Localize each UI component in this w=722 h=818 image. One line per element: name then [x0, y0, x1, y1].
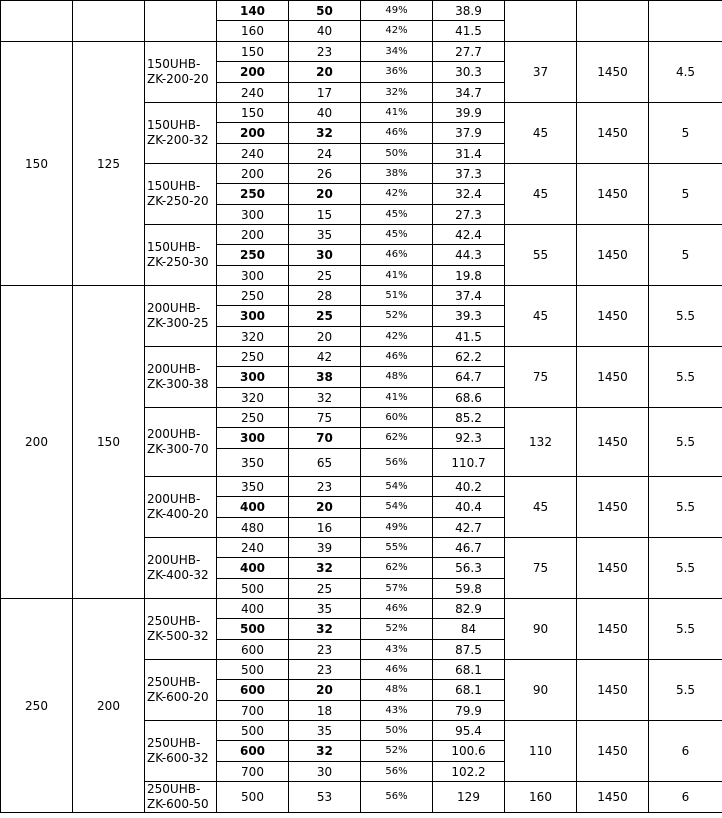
npsh-cell: 46.7: [433, 538, 505, 558]
model-name-line1: 200UHB-: [147, 427, 201, 441]
model-cell: [145, 1, 217, 42]
speed-cell: 1450: [577, 103, 649, 164]
motor-power-cell: 90: [505, 599, 577, 660]
flow-cell: 500: [217, 579, 289, 599]
speed-cell: 1450: [577, 42, 649, 103]
flow-cell: 250: [217, 184, 289, 205]
npsh-cell: 39.9: [433, 103, 505, 123]
motor-power-cell: [505, 1, 577, 42]
speed-cell: 1450: [577, 599, 649, 660]
weight-cell: 5.5: [649, 347, 722, 408]
model-name-line1: 250UHB-: [147, 736, 201, 750]
npsh-cell: 82.9: [433, 599, 505, 619]
efficiency-cell: 42%: [361, 184, 433, 205]
efficiency-cell: 45%: [361, 225, 433, 245]
flow-cell: 300: [217, 266, 289, 286]
flow-cell: 480: [217, 518, 289, 538]
efficiency-cell: 51%: [361, 286, 433, 306]
efficiency-cell: 42%: [361, 21, 433, 42]
head-cell: 30: [289, 245, 361, 266]
motor-power-cell: 110: [505, 721, 577, 782]
flow-cell: 250: [217, 245, 289, 266]
npsh-cell: 41.5: [433, 327, 505, 347]
head-cell: 38: [289, 367, 361, 388]
flow-cell: 250: [217, 408, 289, 428]
model-name-line2: ZK-200-20: [147, 72, 209, 86]
efficiency-cell: 57%: [361, 579, 433, 599]
head-cell: 32: [289, 741, 361, 762]
motor-power-cell: 90: [505, 660, 577, 721]
weight-cell: 5.5: [649, 538, 722, 599]
efficiency-cell: 32%: [361, 83, 433, 103]
efficiency-cell: 34%: [361, 42, 433, 62]
flow-cell: 350: [217, 449, 289, 477]
head-cell: 25: [289, 266, 361, 286]
model-name-line2: ZK-600-50: [147, 797, 209, 811]
model-name-line2: ZK-600-32: [147, 751, 209, 765]
head-cell: 23: [289, 477, 361, 497]
npsh-cell: 40.2: [433, 477, 505, 497]
head-cell: 40: [289, 21, 361, 42]
npsh-cell: 95.4: [433, 721, 505, 741]
npsh-cell: 27.7: [433, 42, 505, 62]
model-cell: [145, 225, 217, 286]
npsh-cell: 41.5: [433, 21, 505, 42]
efficiency-cell: 46%: [361, 123, 433, 144]
efficiency-cell: 50%: [361, 721, 433, 741]
weight-cell: 5: [649, 164, 722, 225]
efficiency-cell: 56%: [361, 782, 433, 813]
efficiency-cell: 46%: [361, 660, 433, 680]
model-cell: [145, 286, 217, 347]
speed-cell: 1450: [577, 538, 649, 599]
efficiency-cell: 52%: [361, 741, 433, 762]
efficiency-cell: 45%: [361, 205, 433, 225]
motor-power-cell: 45: [505, 286, 577, 347]
efficiency-cell: 43%: [361, 701, 433, 721]
head-cell: 25: [289, 579, 361, 599]
inlet-diameter-cell: 250: [1, 599, 73, 813]
weight-cell: 5.5: [649, 477, 722, 538]
efficiency-cell: 43%: [361, 640, 433, 660]
speed-cell: 1450: [577, 347, 649, 408]
flow-cell: 500: [217, 721, 289, 741]
head-cell: 65: [289, 449, 361, 477]
model-name-line1: 150UHB-: [147, 57, 201, 71]
speed-cell: 1450: [577, 408, 649, 477]
weight-cell: 5.5: [649, 599, 722, 660]
npsh-cell: 31.4: [433, 144, 505, 164]
efficiency-cell: 52%: [361, 619, 433, 640]
model-name-line2: ZK-600-20: [147, 690, 209, 704]
motor-power-cell: 55: [505, 225, 577, 286]
head-cell: 23: [289, 640, 361, 660]
speed-cell: 1450: [577, 286, 649, 347]
flow-cell: 300: [217, 367, 289, 388]
motor-power-cell: 160: [505, 782, 577, 813]
flow-cell: 320: [217, 327, 289, 347]
efficiency-cell: 41%: [361, 103, 433, 123]
efficiency-cell: 62%: [361, 558, 433, 579]
npsh-cell: 68.6: [433, 388, 505, 408]
efficiency-cell: 49%: [361, 1, 433, 21]
efficiency-cell: 41%: [361, 388, 433, 408]
efficiency-cell: 46%: [361, 347, 433, 367]
flow-cell: 300: [217, 205, 289, 225]
speed-cell: 1450: [577, 477, 649, 538]
efficiency-cell: 48%: [361, 680, 433, 701]
head-cell: 32: [289, 619, 361, 640]
flow-cell: 500: [217, 782, 289, 813]
flow-cell: 160: [217, 21, 289, 42]
flow-cell: 300: [217, 306, 289, 327]
head-cell: 23: [289, 42, 361, 62]
model-name-line2: ZK-400-32: [147, 568, 209, 582]
npsh-cell: 56.3: [433, 558, 505, 579]
head-cell: 35: [289, 599, 361, 619]
weight-cell: 5.5: [649, 408, 722, 477]
head-cell: 20: [289, 680, 361, 701]
efficiency-cell: 62%: [361, 428, 433, 449]
model-name-line2: ZK-200-32: [147, 133, 209, 147]
motor-power-cell: 45: [505, 477, 577, 538]
npsh-cell: 42.4: [433, 225, 505, 245]
flow-cell: 600: [217, 741, 289, 762]
head-cell: 53: [289, 782, 361, 813]
head-cell: 39: [289, 538, 361, 558]
flow-cell: 200: [217, 164, 289, 184]
head-cell: 23: [289, 660, 361, 680]
weight-cell: 6: [649, 721, 722, 782]
npsh-cell: 19.8: [433, 266, 505, 286]
flow-cell: 400: [217, 497, 289, 518]
model-name-line1: 250UHB-: [147, 782, 201, 796]
flow-cell: 320: [217, 388, 289, 408]
head-cell: 28: [289, 286, 361, 306]
model-cell: [145, 347, 217, 408]
inlet-diameter-cell: [1, 1, 73, 42]
flow-cell: 240: [217, 144, 289, 164]
model-name-line1: 150UHB-: [147, 179, 201, 193]
weight-cell: [649, 1, 722, 42]
flow-cell: 400: [217, 599, 289, 619]
speed-cell: 1450: [577, 782, 649, 813]
npsh-cell: 59.8: [433, 579, 505, 599]
head-cell: 20: [289, 327, 361, 347]
head-cell: 16: [289, 518, 361, 538]
model-name-line2: ZK-500-32: [147, 629, 209, 643]
model-name-line2: ZK-300-25: [147, 316, 209, 330]
npsh-cell: 129: [433, 782, 505, 813]
npsh-cell: 40.4: [433, 497, 505, 518]
npsh-cell: 68.1: [433, 660, 505, 680]
outlet-diameter-cell: 200: [73, 599, 145, 813]
efficiency-cell: 36%: [361, 62, 433, 83]
flow-cell: 240: [217, 538, 289, 558]
model-cell: [145, 721, 217, 782]
head-cell: 32: [289, 388, 361, 408]
inlet-diameter-cell: 150: [1, 42, 73, 286]
npsh-cell: 39.3: [433, 306, 505, 327]
npsh-cell: 44.3: [433, 245, 505, 266]
model-cell: [145, 660, 217, 721]
npsh-cell: 102.2: [433, 762, 505, 782]
flow-cell: 150: [217, 103, 289, 123]
outlet-diameter-cell: [73, 1, 145, 42]
efficiency-cell: 42%: [361, 327, 433, 347]
outlet-diameter-cell: 125: [73, 42, 145, 286]
flow-cell: 600: [217, 680, 289, 701]
flow-cell: 700: [217, 762, 289, 782]
model-name-line1: 250UHB-: [147, 675, 201, 689]
flow-cell: 240: [217, 83, 289, 103]
head-cell: 42: [289, 347, 361, 367]
efficiency-cell: 48%: [361, 367, 433, 388]
efficiency-cell: 56%: [361, 449, 433, 477]
motor-power-cell: 132: [505, 408, 577, 477]
head-cell: 30: [289, 762, 361, 782]
model-cell: [145, 42, 217, 103]
npsh-cell: 34.7: [433, 83, 505, 103]
model-cell: [145, 599, 217, 660]
efficiency-cell: 50%: [361, 144, 433, 164]
head-cell: 20: [289, 62, 361, 83]
npsh-cell: 110.7: [433, 449, 505, 477]
efficiency-cell: 54%: [361, 497, 433, 518]
model-name-line2: ZK-300-70: [147, 442, 209, 456]
table-row: [1, 1, 722, 21]
efficiency-cell: 38%: [361, 164, 433, 184]
efficiency-cell: 60%: [361, 408, 433, 428]
model-name-line2: ZK-300-38: [147, 377, 209, 391]
table-row: [1, 286, 722, 306]
model-name-line1: 200UHB-: [147, 362, 201, 376]
flow-cell: 200: [217, 225, 289, 245]
model-cell: [145, 782, 217, 813]
efficiency-cell: 55%: [361, 538, 433, 558]
flow-cell: 700: [217, 701, 289, 721]
head-cell: 40: [289, 103, 361, 123]
head-cell: 20: [289, 497, 361, 518]
flow-cell: 140: [217, 1, 289, 21]
speed-cell: 1450: [577, 721, 649, 782]
motor-power-cell: 37: [505, 42, 577, 103]
head-cell: 18: [289, 701, 361, 721]
npsh-cell: 68.1: [433, 680, 505, 701]
flow-cell: 200: [217, 123, 289, 144]
model-name-line2: ZK-400-20: [147, 507, 209, 521]
speed-cell: 1450: [577, 660, 649, 721]
motor-power-cell: 45: [505, 103, 577, 164]
model-cell: [145, 538, 217, 599]
efficiency-cell: 56%: [361, 762, 433, 782]
weight-cell: 5: [649, 225, 722, 286]
flow-cell: 250: [217, 347, 289, 367]
npsh-cell: 38.9: [433, 1, 505, 21]
speed-cell: 1450: [577, 225, 649, 286]
flow-cell: 150: [217, 42, 289, 62]
npsh-cell: 84: [433, 619, 505, 640]
head-cell: 70: [289, 428, 361, 449]
head-cell: 35: [289, 225, 361, 245]
npsh-cell: 30.3: [433, 62, 505, 83]
head-cell: 25: [289, 306, 361, 327]
npsh-cell: 85.2: [433, 408, 505, 428]
flow-cell: 600: [217, 640, 289, 660]
model-cell: [145, 477, 217, 538]
npsh-cell: 37.3: [433, 164, 505, 184]
efficiency-cell: 49%: [361, 518, 433, 538]
head-cell: 32: [289, 123, 361, 144]
efficiency-cell: 46%: [361, 245, 433, 266]
efficiency-cell: 54%: [361, 477, 433, 497]
npsh-cell: 87.5: [433, 640, 505, 660]
head-cell: 15: [289, 205, 361, 225]
head-cell: 32: [289, 558, 361, 579]
efficiency-cell: 52%: [361, 306, 433, 327]
flow-cell: 500: [217, 660, 289, 680]
inlet-diameter-cell: 200: [1, 286, 73, 599]
head-cell: 50: [289, 1, 361, 21]
npsh-cell: 92.3: [433, 428, 505, 449]
weight-cell: 5: [649, 103, 722, 164]
model-name-line2: ZK-250-30: [147, 255, 209, 269]
flow-cell: 250: [217, 286, 289, 306]
model-name-line1: 200UHB-: [147, 301, 201, 315]
flow-cell: 400: [217, 558, 289, 579]
outlet-diameter-cell: 150: [73, 286, 145, 599]
efficiency-cell: 46%: [361, 599, 433, 619]
model-name-line1: 150UHB-: [147, 240, 201, 254]
speed-cell: 1450: [577, 164, 649, 225]
head-cell: 17: [289, 83, 361, 103]
head-cell: 35: [289, 721, 361, 741]
npsh-cell: 37.9: [433, 123, 505, 144]
model-cell: [145, 408, 217, 477]
weight-cell: 5.5: [649, 660, 722, 721]
flow-cell: 200: [217, 62, 289, 83]
npsh-cell: 42.7: [433, 518, 505, 538]
motor-power-cell: 75: [505, 538, 577, 599]
table-row: [1, 599, 722, 619]
npsh-cell: 100.6: [433, 741, 505, 762]
npsh-cell: 32.4: [433, 184, 505, 205]
head-cell: 26: [289, 164, 361, 184]
model-name-line2: ZK-250-20: [147, 194, 209, 208]
efficiency-cell: 41%: [361, 266, 433, 286]
npsh-cell: 37.4: [433, 286, 505, 306]
flow-cell: 350: [217, 477, 289, 497]
flow-cell: 300: [217, 428, 289, 449]
weight-cell: 5.5: [649, 286, 722, 347]
npsh-cell: 62.2: [433, 347, 505, 367]
npsh-cell: 64.7: [433, 367, 505, 388]
model-cell: [145, 164, 217, 225]
weight-cell: 6: [649, 782, 722, 813]
model-name-line1: 250UHB-: [147, 614, 201, 628]
weight-cell: 4.5: [649, 42, 722, 103]
head-cell: 24: [289, 144, 361, 164]
model-name-line1: 150UHB-: [147, 118, 201, 132]
model-cell: [145, 103, 217, 164]
head-cell: 20: [289, 184, 361, 205]
npsh-cell: 79.9: [433, 701, 505, 721]
speed-cell: [577, 1, 649, 42]
model-name-line1: 200UHB-: [147, 492, 201, 506]
head-cell: 75: [289, 408, 361, 428]
table-row: [1, 42, 722, 62]
model-name-line1: 200UHB-: [147, 553, 201, 567]
motor-power-cell: 75: [505, 347, 577, 408]
flow-cell: 500: [217, 619, 289, 640]
npsh-cell: 27.3: [433, 205, 505, 225]
motor-power-cell: 45: [505, 164, 577, 225]
